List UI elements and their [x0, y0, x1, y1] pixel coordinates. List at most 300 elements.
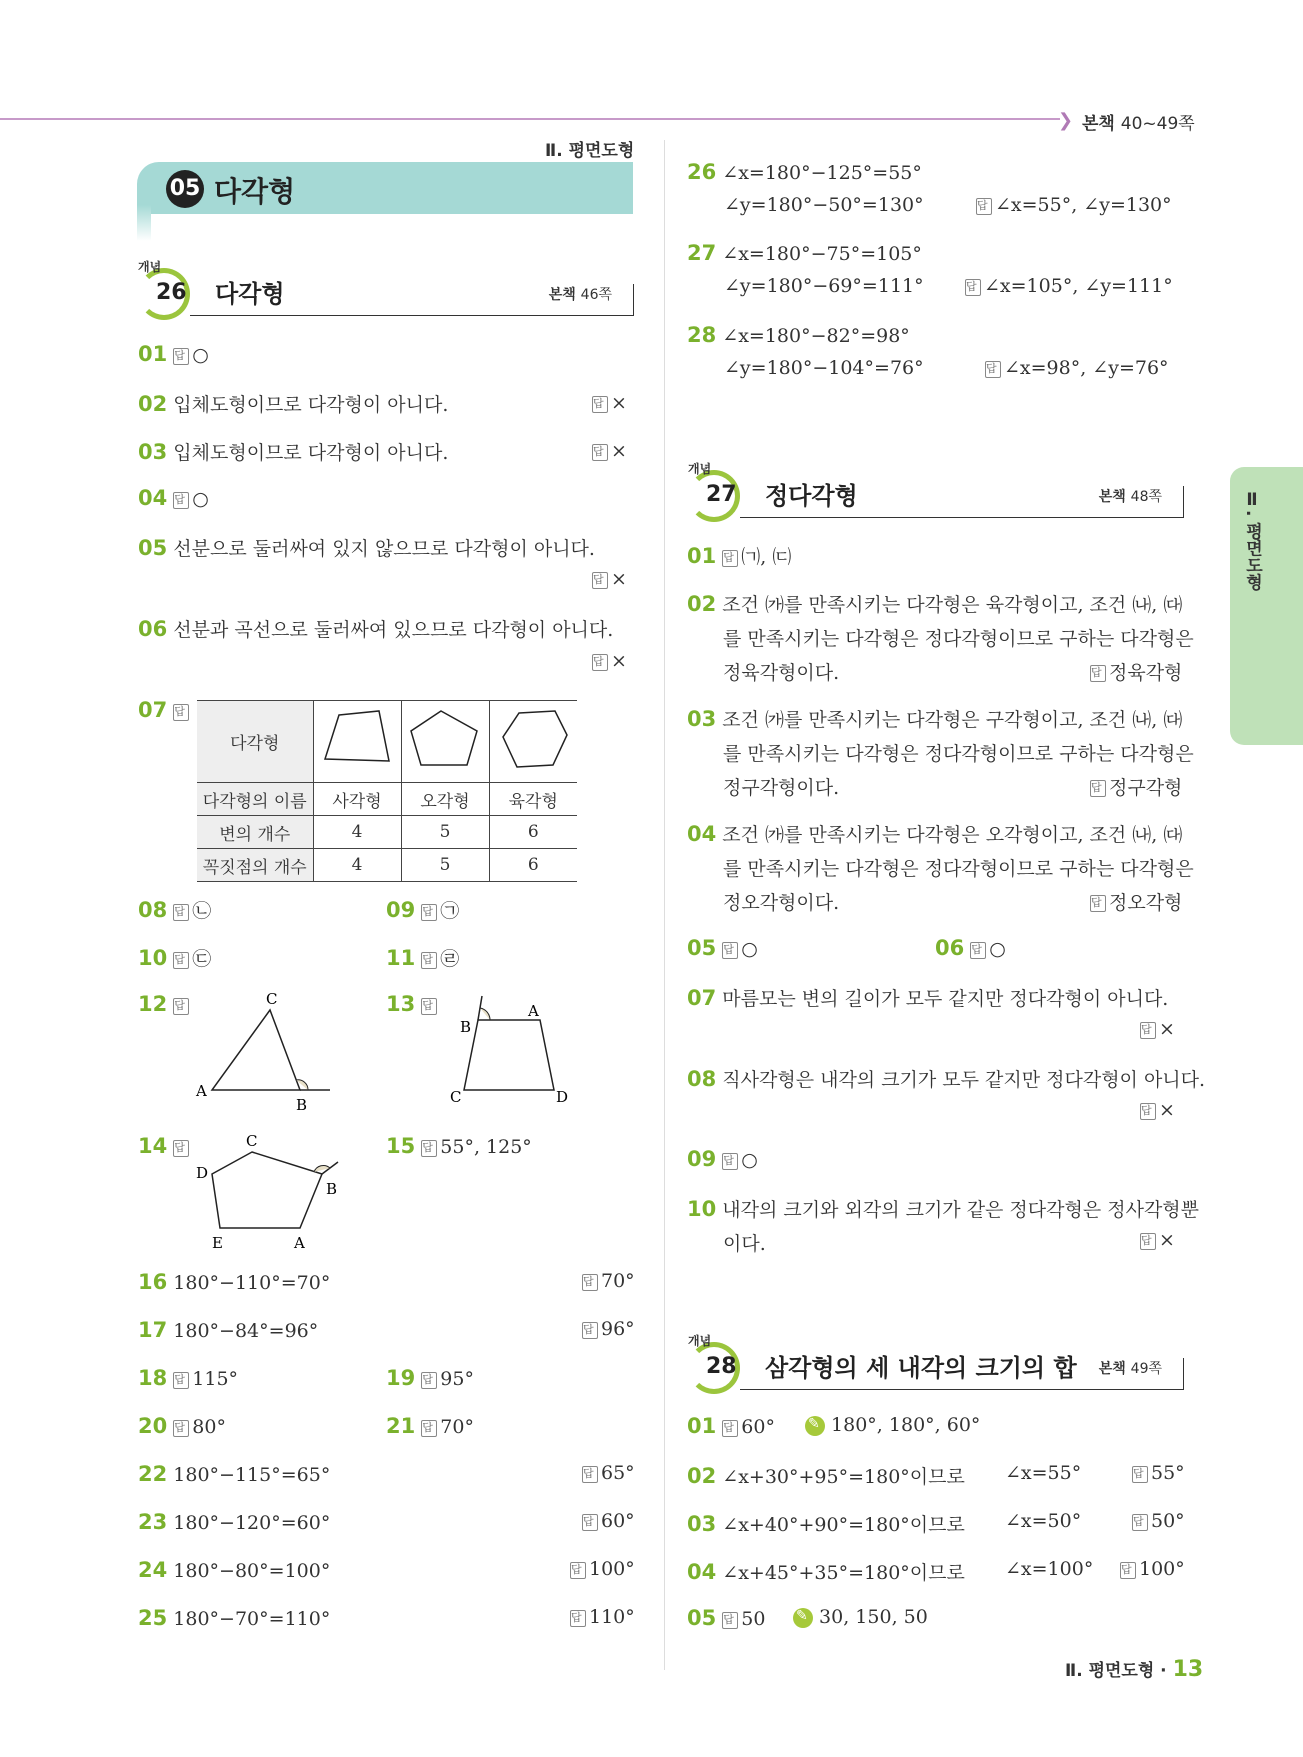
table-cell: 6 [489, 816, 577, 849]
table-cell: 6 [489, 849, 577, 882]
hexagon-shape [489, 701, 577, 783]
table-header: 꼭짓점의 개수 [197, 849, 313, 882]
item-text: ∠x=180°−75°=105° [722, 243, 922, 265]
answer [1140, 1099, 1175, 1121]
concept-word: 개념 [688, 1334, 712, 1348]
page-footer [1065, 1656, 1203, 1682]
list-item [687, 1606, 765, 1630]
list-item [386, 1366, 474, 1390]
item-text: 입체도형이므로 다각형이 아니다. [173, 394, 449, 416]
list-item [138, 1462, 330, 1486]
table-header: 다각형 [197, 701, 313, 783]
list-item [386, 944, 459, 971]
item-line: 를 만족시키는 다각형은 정다각형이므로 구하는 다각형은 [723, 743, 1194, 765]
answer-text: 50 [741, 1608, 766, 1630]
answer-text: 80° [192, 1416, 226, 1438]
answer-text: ㉡ [192, 900, 212, 922]
list-item [138, 534, 595, 561]
concept-rule-end [633, 284, 634, 316]
list-item [138, 615, 613, 642]
item-number: 05 [687, 936, 717, 960]
list-item [138, 1134, 192, 1158]
vertex-label: E [212, 1234, 223, 1252]
vertex-label: B [296, 1096, 308, 1110]
item-line: 이다. [723, 1233, 766, 1255]
answer-icon [582, 1322, 598, 1339]
column-divider [664, 140, 665, 1670]
table-header: 다각형의 이름 [197, 783, 313, 816]
answer [570, 1606, 635, 1628]
item-number: 07 [687, 986, 717, 1010]
item-number: 02 [138, 392, 168, 416]
vertex-label: A [294, 1234, 305, 1252]
item-number: 06 [935, 936, 965, 960]
item-number: 04 [687, 822, 717, 846]
item-number: 07 [138, 698, 168, 722]
concept-title: 다각형 [215, 280, 285, 308]
answer-icon [1140, 1022, 1156, 1039]
solution-text: 30, 150, 50 [819, 1606, 928, 1628]
answer [592, 392, 627, 414]
item-text: ∠x+30°+95°=180°이므로 [722, 1466, 965, 1488]
chapter-title: 다각형 [214, 175, 296, 208]
page-number: 13 [1172, 1657, 1204, 1682]
list-item [687, 542, 791, 569]
item-text: 180°−70°=110° [173, 1608, 331, 1630]
answer-icon [592, 572, 608, 589]
answer-text: 100° [1139, 1558, 1185, 1580]
answer [1132, 1462, 1185, 1484]
answer-icon [970, 942, 986, 959]
answer-icon [1132, 1466, 1148, 1483]
answer [1120, 1558, 1185, 1580]
answer [592, 568, 627, 590]
answer-icon [722, 550, 738, 567]
side-tab-label: Ⅱ. 평면도형 [1242, 490, 1262, 591]
answer-text: 50° [1151, 1510, 1185, 1532]
item-text: 180°−84°=96° [173, 1320, 319, 1342]
list-item [687, 590, 1182, 617]
item-number: 08 [687, 1067, 717, 1091]
item-number: 09 [386, 898, 416, 922]
answer-icon [985, 361, 1001, 378]
list-item [138, 992, 192, 1016]
table-cell: 오각형 [401, 783, 489, 816]
answer-text: ○ [741, 1149, 758, 1171]
answer-icon [592, 444, 608, 461]
list-item [687, 820, 1182, 847]
list-item [687, 1558, 965, 1585]
answer-text: 55°, 125° [440, 1136, 532, 1158]
chapter-banner [137, 162, 633, 214]
answer-icon [722, 942, 738, 959]
vertex-label: A [196, 1082, 207, 1100]
answer [976, 194, 1172, 216]
answer-icon [965, 279, 981, 296]
header-page-ref: 본책 40~49쪽 [1082, 114, 1195, 134]
answer [1140, 1229, 1175, 1251]
table-row [197, 783, 577, 816]
item-result: ∠x=100° [1005, 1558, 1094, 1580]
answer-text: ㉣ [440, 948, 460, 970]
list-item [687, 1414, 775, 1438]
answer-text: ○ [989, 938, 1006, 960]
chevron-right-icon: ❯ [1058, 110, 1074, 131]
list-item [138, 1558, 330, 1582]
list-item [386, 1414, 474, 1438]
item-number: 28 [687, 323, 717, 347]
list-item [138, 1414, 226, 1438]
footer-label: Ⅱ. 평면도형 · [1065, 1661, 1167, 1681]
answer-icon [1140, 1233, 1156, 1250]
list-item [138, 342, 209, 366]
answer-text: × [1159, 1099, 1175, 1121]
list-item [386, 1134, 532, 1158]
answer-text: 96° [601, 1318, 635, 1340]
item-result: ∠x=50° [1005, 1510, 1082, 1532]
vertex-label: D [196, 1164, 209, 1182]
answer-icon [421, 998, 437, 1015]
item-text: 조건 ㈎를 만족시키는 다각형은 구각형이고, 조건 ㈏, ㈐ [722, 709, 1183, 731]
chapter-banner-tail [137, 205, 151, 241]
polygon-table [197, 700, 577, 882]
item-number: 05 [687, 1606, 717, 1630]
section-label: Ⅱ. 평면도형 [545, 141, 635, 161]
item-line: ∠y=180°−50°=130° [724, 194, 924, 216]
list-item [138, 1318, 318, 1342]
pentagon-figure [190, 1132, 350, 1252]
list-item [687, 323, 910, 347]
list-item [138, 1270, 330, 1294]
trapezoid-figure [450, 990, 580, 1110]
concept-title: 정다각형 [765, 482, 858, 510]
answer-text: × [611, 440, 627, 462]
table-row [197, 849, 577, 882]
item-line: 정육각형이다. [723, 662, 840, 684]
item-text: 180°−115°=65° [173, 1464, 331, 1486]
answer-text: ○ [192, 488, 209, 510]
item-text: 조건 ㈎를 만족시키는 다각형은 육각형이고, 조건 ㈏, ㈐ [722, 594, 1183, 616]
answer-icon [1140, 1103, 1156, 1120]
answer-icon [722, 1612, 738, 1629]
item-number: 12 [138, 992, 168, 1016]
item-text: ∠x+40°+90°=180°이므로 [722, 1514, 965, 1536]
item-number: 01 [138, 342, 168, 366]
item-number: 14 [138, 1134, 168, 1158]
item-number: 11 [386, 946, 416, 970]
item-number: 01 [687, 1414, 717, 1438]
item-line: 를 만족시키는 다각형은 정다각형이므로 구하는 다각형은 [723, 858, 1194, 880]
triangle-figure [190, 990, 340, 1110]
pencil-icon [793, 1608, 813, 1628]
answer-icon [570, 1610, 586, 1627]
pencil-icon [805, 1416, 825, 1436]
list-item [386, 992, 440, 1016]
list-item [138, 896, 211, 923]
item-number: 27 [687, 241, 717, 265]
item-number: 03 [687, 1512, 717, 1536]
answer-text: 60° [601, 1510, 635, 1532]
item-line: 정구각형이다. [723, 777, 840, 799]
answer-icon [722, 1420, 738, 1437]
vertex-label: C [450, 1088, 462, 1106]
concept-rule-end [1183, 486, 1184, 518]
answer [1140, 1018, 1175, 1040]
answer-text: ∠x=55°, ∠y=130° [995, 194, 1172, 216]
item-text: ∠x=180°−125°=55° [722, 162, 922, 184]
item-text: 마름모는 변의 길이가 모두 같지만 정다각형이 아니다. [722, 988, 1169, 1010]
concept-page-ref: 본책 49쪽 [1098, 1361, 1162, 1377]
concept-rule [740, 1389, 1184, 1390]
list-item [687, 1195, 1199, 1222]
concept-page-ref: 본책 46쪽 [548, 287, 612, 303]
answer-icon [592, 396, 608, 413]
item-number: 10 [138, 946, 168, 970]
answer-icon [173, 904, 189, 921]
answer-icon [173, 348, 189, 365]
answer-text: ㉢ [192, 948, 212, 970]
item-number: 02 [687, 1464, 717, 1488]
list-item [138, 438, 448, 465]
concept-title: 삼각형의 세 내각의 크기의 합 [765, 1354, 1077, 1382]
answer-icon [421, 952, 437, 969]
item-number: 03 [687, 707, 717, 731]
answer-icon [173, 492, 189, 509]
item-number: 22 [138, 1462, 168, 1486]
answer-icon [582, 1514, 598, 1531]
list-item [138, 486, 209, 510]
list-item [138, 944, 211, 971]
item-line: 정오각형이다. [723, 892, 840, 914]
answer-text: × [611, 650, 627, 672]
list-item [687, 1147, 758, 1171]
vertex-label: B [460, 1018, 472, 1036]
item-number: 18 [138, 1366, 168, 1390]
item-number: 13 [386, 992, 416, 1016]
item-text: 선분과 곡선으로 둘러싸여 있으므로 다각형이 아니다. [173, 619, 614, 641]
list-item [138, 1366, 238, 1390]
item-number: 01 [687, 544, 717, 568]
table-header: 변의 개수 [197, 816, 313, 849]
answer-icon [592, 654, 608, 671]
answer-text: 65° [601, 1462, 635, 1484]
answer-text: ○ [741, 938, 758, 960]
concept-header-26 [138, 258, 634, 316]
item-number: 05 [138, 536, 168, 560]
answer [1090, 773, 1182, 800]
list-item [687, 984, 1168, 1011]
answer-icon [421, 1420, 437, 1437]
concept-header-28 [688, 1332, 1184, 1390]
concept-number: 28 [706, 1354, 737, 1379]
table-cell: 4 [313, 849, 401, 882]
item-text: ∠x=180°−82°=98° [722, 325, 910, 347]
answer-icon [421, 1372, 437, 1389]
list-item [687, 1065, 1205, 1092]
answer [985, 357, 1169, 379]
item-number: 06 [138, 617, 168, 641]
answer-text: 100° [589, 1558, 635, 1580]
answer [592, 440, 627, 462]
item-result: ∠x=55° [1005, 1462, 1082, 1484]
item-text: 직사각형은 내각의 크기가 모두 같지만 정다각형이 아니다. [722, 1069, 1206, 1091]
answer-icon [1090, 665, 1106, 682]
list-item [138, 390, 448, 417]
answer-text: 정오각형 [1109, 892, 1183, 914]
item-text: 입체도형이므로 다각형이 아니다. [173, 442, 449, 464]
item-number: 17 [138, 1318, 168, 1342]
item-number: 21 [386, 1414, 416, 1438]
answer-text: 55° [1151, 1462, 1185, 1484]
answer [1090, 888, 1182, 915]
list-item [687, 936, 758, 960]
answer-text: × [1159, 1229, 1175, 1251]
answer-icon [582, 1274, 598, 1291]
concept-header-27 [688, 460, 1184, 518]
item-number: 16 [138, 1270, 168, 1294]
table-cell: 5 [401, 849, 489, 882]
item-number: 04 [138, 486, 168, 510]
list-item [687, 1462, 965, 1489]
answer-icon [173, 952, 189, 969]
answer [592, 650, 627, 672]
answer-icon [173, 1372, 189, 1389]
item-text: 내각의 크기와 외각의 크기가 같은 정다각형은 정사각형뿐 [722, 1199, 1200, 1221]
table-cell: 육각형 [489, 783, 577, 816]
table-cell: 4 [313, 816, 401, 849]
table-cell: 5 [401, 816, 489, 849]
item-line: ∠y=180°−69°=111° [724, 275, 924, 297]
answer-text: ㉠ [440, 900, 460, 922]
concept-page-ref: 본책 48쪽 [1098, 489, 1162, 505]
concept-number: 26 [156, 280, 187, 305]
concept-rule [190, 315, 634, 316]
table-cell: 사각형 [313, 783, 401, 816]
item-number: 08 [138, 898, 168, 922]
vertex-label: C [246, 1132, 258, 1150]
answer-icon [173, 1140, 189, 1157]
answer-icon [173, 1420, 189, 1437]
answer-text: 70° [601, 1270, 635, 1292]
item-number: 10 [687, 1197, 717, 1221]
answer-text: ∠x=98°, ∠y=76° [1004, 357, 1169, 379]
answer-text: 110° [589, 1606, 635, 1628]
answer-text: 95° [440, 1368, 474, 1390]
solution-text: 180°, 180°, 60° [831, 1414, 981, 1436]
chapter-number: 05 [166, 170, 204, 208]
list-item [687, 1510, 965, 1537]
vertex-label: B [326, 1180, 338, 1198]
answer-text: ○ [192, 344, 209, 366]
answer [582, 1510, 635, 1532]
answer-text: ∠x=105°, ∠y=111° [984, 275, 1173, 297]
list-item [138, 1606, 330, 1630]
answer [965, 275, 1173, 297]
vertex-label: D [556, 1088, 569, 1106]
answer-text: 115° [192, 1368, 239, 1390]
answer [582, 1318, 635, 1340]
answer [1090, 658, 1182, 685]
answer-icon [582, 1466, 598, 1483]
answer-icon [976, 198, 992, 215]
answer-text: × [611, 392, 627, 414]
answer-icon [1090, 780, 1106, 797]
item-line: 를 만족시키는 다각형은 정다각형이므로 구하는 다각형은 [723, 628, 1194, 650]
answer-text: 60° [741, 1416, 775, 1438]
list-item [386, 896, 459, 923]
item-line: ∠y=180°−104°=76° [724, 357, 924, 379]
item-number: 25 [138, 1606, 168, 1630]
item-number: 26 [687, 160, 717, 184]
item-text: 조건 ㈎를 만족시키는 다각형은 오각형이고, 조건 ㈏, ㈐ [722, 824, 1183, 846]
list-item [138, 1510, 330, 1534]
list-item [687, 160, 922, 184]
table-row [197, 816, 577, 849]
item-text: 선분으로 둘러싸여 있지 않으므로 다각형이 아니다. [173, 538, 595, 560]
vertex-label: A [528, 1002, 539, 1020]
answer [582, 1462, 635, 1484]
concept-rule-end [1183, 1358, 1184, 1390]
table-row [197, 701, 577, 783]
answer-icon [570, 1562, 586, 1579]
quadrilateral-shape [313, 701, 401, 783]
answer-text: 70° [440, 1416, 474, 1438]
solution [805, 1414, 980, 1436]
item-number: 24 [138, 1558, 168, 1582]
item-text: 180°−110°=70° [173, 1272, 331, 1294]
answer-text: × [1159, 1018, 1175, 1040]
concept-number: 27 [706, 482, 737, 507]
item-number: 15 [386, 1134, 416, 1158]
header-rule [0, 118, 1060, 120]
answer [582, 1270, 635, 1292]
item-number: 09 [687, 1147, 717, 1171]
item-number: 03 [138, 440, 168, 464]
item-number: 20 [138, 1414, 168, 1438]
item-number: 02 [687, 592, 717, 616]
item-number: 23 [138, 1510, 168, 1534]
concept-word: 개념 [138, 260, 162, 274]
item-text: 180°−120°=60° [173, 1512, 331, 1534]
item-text: ∠x+45°+35°=180°이므로 [722, 1562, 965, 1584]
list-item [935, 936, 1006, 960]
answer-text: 정육각형 [1109, 662, 1183, 684]
concept-word: 개념 [688, 462, 712, 476]
solution [793, 1606, 928, 1628]
answer-icon [421, 904, 437, 921]
item-text: 180°−80°=100° [173, 1560, 331, 1582]
answer-text: ㈀, ㈂ [741, 546, 792, 568]
answer-icon [421, 1140, 437, 1157]
concept-rule [740, 517, 1184, 518]
vertex-label: C [266, 990, 278, 1008]
pentagon-shape [401, 701, 489, 783]
list-item [687, 241, 922, 265]
answer-icon [173, 704, 189, 721]
item-number: 19 [386, 1366, 416, 1390]
answer-icon [722, 1153, 738, 1170]
answer-text: 정구각형 [1109, 777, 1183, 799]
list-item [138, 698, 192, 722]
item-number: 04 [687, 1560, 717, 1584]
answer-icon [173, 998, 189, 1015]
answer [1132, 1510, 1185, 1532]
list-item [687, 705, 1182, 732]
answer-icon [1120, 1562, 1136, 1579]
answer-text: × [611, 568, 627, 590]
answer-icon [1132, 1514, 1148, 1531]
answer-icon [1090, 895, 1106, 912]
